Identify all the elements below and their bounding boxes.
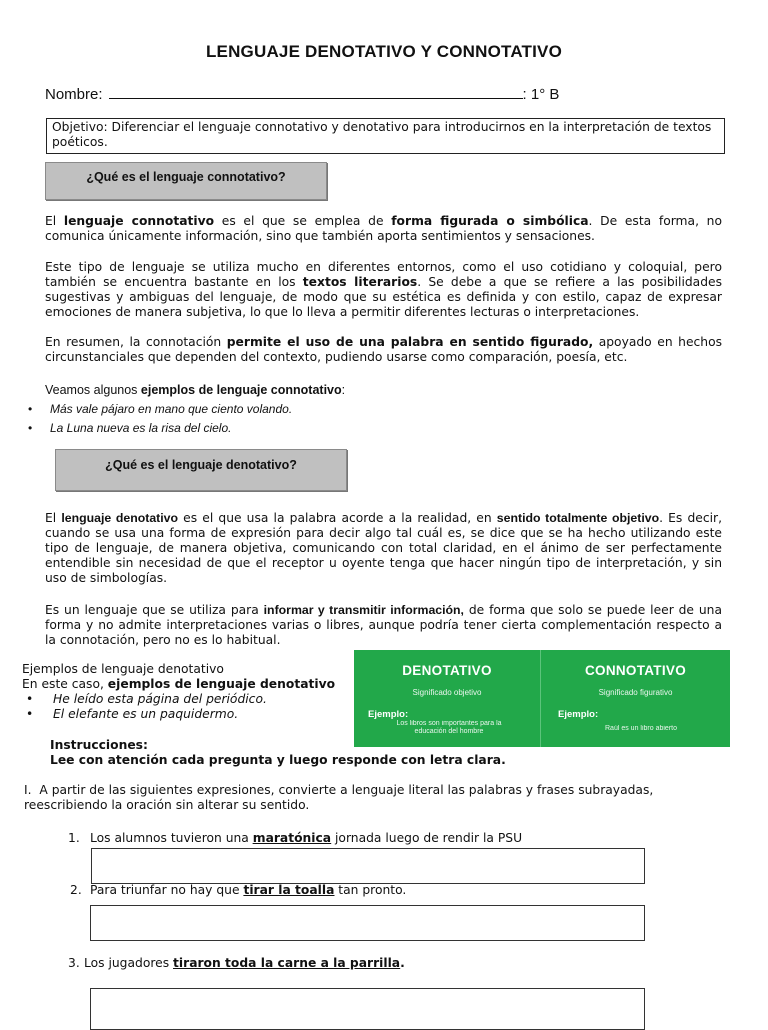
connotativo-column bbox=[541, 650, 730, 747]
connotative-examples-intro: Veamos algunos ejemplos de lenguaje connotativo: bbox=[45, 383, 346, 397]
connotative-definition: El lenguaje connotativo es el que se emplea de forma figurada o simbólica. De esta forma, no comunica únicamente información, sino que también aporta sentimientos y sensaciones. bbox=[45, 214, 722, 243]
bullet-icon: • bbox=[28, 402, 33, 416]
denotativo-title: DENOTATIVO bbox=[402, 663, 492, 678]
list-item: • La Luna nueva es la risa del cielo. bbox=[28, 421, 232, 435]
connotative-usage: Este tipo de lenguaje se utiliza mucho en diferentes entornos, como el uso cotidiano y coloquial, pero también se encuentra bastante en los textos literarios. Se debe a que se refiere a las posibilidades sugestivas y ambiguas del lenguaje, de modo que su estética es definida y con estilo, capaz de expresar emociones de manera subjetiva, lo que lo lleva a permitir diferentes lecturas o interpretaciones. bbox=[45, 260, 722, 319]
connotativo-subtitle: Significado figurativo bbox=[598, 688, 673, 697]
denotative-examples bbox=[22, 662, 335, 722]
name-line bbox=[45, 84, 559, 103]
question-3: 3. Los jugadores tiraron toda la carne a la parrilla. bbox=[68, 956, 405, 970]
denotativo-example-text: Los libros son importantes para la educación del hombre bbox=[396, 720, 502, 735]
part1-text: A partir de las siguientes expresiones, convierte a lenguaje literal las palabras y frases subrayadas, reescribiendo la oración sin alterar su sentido. bbox=[24, 783, 654, 812]
list-item: • He leído esta página del periódico. bbox=[22, 692, 335, 707]
connotativo-title: CONNOTATIVO bbox=[584, 663, 687, 678]
examples-title: Ejemplos de lenguaje denotativo bbox=[22, 662, 224, 676]
name-blank[interactable] bbox=[109, 84, 523, 99]
course-label: : 1° B bbox=[522, 86, 560, 103]
list-item: • El elefante es un paquidermo. bbox=[22, 707, 335, 722]
examples-intro: En este caso, ejemplos de lenguaje denotativo bbox=[22, 677, 336, 691]
part1-numeral: I. bbox=[24, 783, 32, 797]
answer-box-2[interactable] bbox=[90, 905, 645, 941]
instructions-title: Instrucciones: bbox=[50, 738, 148, 752]
bullet-icon: • bbox=[26, 707, 34, 721]
bullet-icon: • bbox=[28, 421, 33, 435]
connotativo-example-label: Ejemplo: bbox=[558, 709, 599, 720]
instructions-text: Lee con atención cada pregunta y luego responde con letra clara. bbox=[50, 753, 506, 767]
denotativo-subtitle: Significado objetivo bbox=[412, 688, 482, 697]
bullet-icon: • bbox=[26, 692, 34, 706]
page-title: LENGUAJE DENOTATIVO Y CONNOTATIVO bbox=[205, 42, 563, 61]
comparison-graphic bbox=[354, 650, 730, 747]
part1-intro bbox=[24, 783, 724, 813]
list-item: • Más vale pájaro en mano que ciento volando. bbox=[28, 402, 293, 416]
connotative-question-box: ¿Qué es el lenguaje connotativo? bbox=[45, 162, 327, 200]
denotative-definition: El lenguaje denotativo es el que usa la palabra acorde a la realidad, en sentido totalmente objetivo. Es decir, cuando se usa una forma de expresión para decir algo tal cuál es, se dice que se ha hecho utilizando este tipo de lenguaje, de manera objetiva, comunicando con total claridad, en el ánimo de ser perfectamente entendible sin necesidad de que el receptor u oyente tenga que hacer ningún tipo de interpretación, y sin uso de simbologías. bbox=[45, 511, 722, 585]
denotative-question-box: ¿Qué es el lenguaje denotativo? bbox=[55, 449, 347, 491]
underlined-phrase: tirar la toalla bbox=[243, 883, 335, 897]
underlined-phrase: maratónica bbox=[252, 831, 332, 845]
question-1: 1. Los alumnos tuvieron una maratónica jornada luego de rendir la PSU bbox=[68, 831, 523, 845]
name-label: Nombre: bbox=[45, 86, 103, 103]
denotative-usage: Es un lenguaje que se utiliza para informar y transmitir información, de forma que solo se puede leer de una forma y no admite interpretaciones varias o libres, aunque podría tener cierta complementación respecto a la connotación, pero no es lo habitual. bbox=[45, 603, 722, 647]
connotative-summary: En resumen, la connotación permite el uso de una palabra en sentido figurado, apoyado en hechos circunstanciales que dependen del contexto, pudiendo usarse como comparación, poesía, etc. bbox=[45, 335, 722, 364]
connotativo-example-text: Raúl es un libro abierto bbox=[605, 725, 677, 732]
objective-box: Objetivo: Diferenciar el lenguaje connotativo y denotativo para introducirnos en la interpretación de textos poéticos. bbox=[46, 118, 725, 154]
denotativo-example-label: Ejemplo: bbox=[368, 709, 409, 720]
connotative-examples-list bbox=[28, 402, 292, 440]
question-2: 2. Para triunfar no hay que tirar la toalla tan pronto. bbox=[70, 883, 407, 897]
answer-box-1[interactable] bbox=[91, 848, 645, 884]
instructions bbox=[50, 738, 506, 768]
denotativo-column bbox=[354, 650, 541, 747]
underlined-phrase: tiraron toda la carne a la parrilla bbox=[173, 956, 401, 970]
